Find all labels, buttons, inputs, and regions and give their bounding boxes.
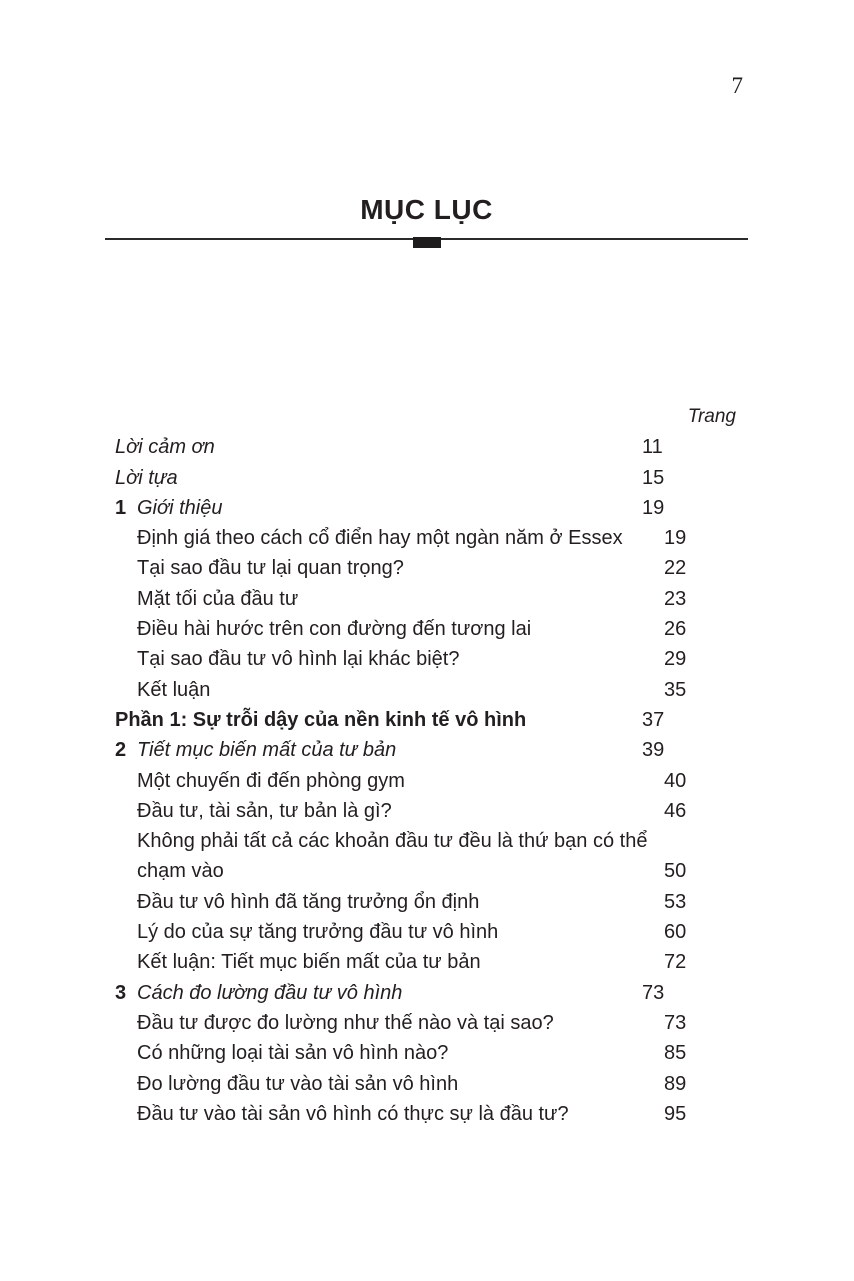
entry-label: Điều hài hước trên con đường đến tương lai — [137, 618, 532, 641]
entry-label-wrap — [115, 766, 652, 796]
entry-label-wrap — [115, 1069, 652, 1099]
toc-entry — [115, 493, 736, 523]
entry-label-wrap — [115, 917, 652, 947]
toc-entry — [115, 978, 736, 1008]
entry-page: 19 — [664, 527, 687, 550]
entry-page: 46 — [664, 799, 687, 822]
entry-label-wrap — [115, 644, 652, 674]
entry-label: Tại sao đầu tư vô hình lại khác biệt? — [137, 648, 460, 671]
toc-entry — [115, 766, 736, 796]
page-number-folio: 7 — [731, 73, 743, 98]
title-underline — [105, 238, 748, 240]
entry-label-wrap — [115, 978, 630, 1008]
chapter-number: 2 — [115, 739, 127, 762]
toc-entry — [115, 1008, 736, 1038]
entry-label-wrap — [115, 493, 630, 523]
entry-label-wrap — [115, 796, 652, 826]
toc-entry — [115, 1069, 736, 1099]
entry-page: 29 — [664, 648, 687, 671]
entry-label: Đầu tư, tài sản, tư bản là gì? — [137, 799, 392, 822]
entry-page: 50 — [664, 860, 687, 883]
entry-label: Cách đo lường đầu tư vô hình — [137, 981, 403, 1004]
toc-entry — [115, 826, 736, 887]
entry-label-wrap — [115, 1008, 652, 1038]
entry-page: 73 — [664, 1011, 687, 1034]
entry-label-wrap — [115, 675, 652, 705]
entry-label-wrap — [115, 463, 630, 493]
entry-label-wrap — [115, 553, 652, 583]
entry-label: Phần 1: Sự trỗi dậy của nền kinh tế vô hình — [115, 708, 527, 731]
entry-label-wrap — [115, 735, 630, 765]
page-column-header: Trang — [687, 406, 736, 427]
chapter-number: 1 — [115, 496, 127, 519]
page-title: MỤC LỤC — [360, 194, 493, 225]
entry-label: Không phải tất cả các khoản đầu tư đều là thứ bạn có thể chạm vào — [137, 830, 648, 883]
entry-page: 37 — [642, 708, 665, 731]
entry-page: 72 — [664, 951, 687, 974]
toc-entry — [115, 432, 736, 462]
entry-page: 26 — [664, 618, 687, 641]
entry-page: 39 — [642, 739, 665, 762]
entry-label: Tiết mục biến mất của tư bản — [137, 739, 397, 762]
entry-page: 35 — [664, 678, 687, 701]
entry-page: 15 — [642, 466, 665, 489]
entry-label-wrap — [115, 1038, 652, 1068]
entry-label: Lời tựa — [115, 466, 178, 489]
title-block — [105, 196, 748, 240]
entry-page: 22 — [664, 557, 687, 580]
entry-label: Lý do của sự tăng trưởng đầu tư vô hình — [137, 921, 499, 944]
entry-label: Đầu tư vào tài sản vô hình có thực sự là đầu tư? — [137, 1102, 569, 1125]
title-ornament-square — [413, 237, 441, 248]
toc-entry — [115, 584, 736, 614]
toc-entry — [115, 675, 736, 705]
entry-label-wrap — [115, 826, 652, 887]
entry-page: 53 — [664, 890, 687, 913]
entry-label: Kết luận: Tiết mục biến mất của tư bản — [137, 951, 481, 974]
entry-label-wrap — [115, 887, 652, 917]
toc-entry — [115, 887, 736, 917]
toc-entry — [115, 463, 736, 493]
entry-label: Đầu tư được đo lường như thế nào và tại sao? — [137, 1011, 554, 1034]
entry-label: Có những loại tài sản vô hình nào? — [137, 1042, 449, 1065]
entry-page: 85 — [664, 1042, 687, 1065]
entry-label: Một chuyến đi đến phòng gym — [137, 769, 405, 792]
entry-label: Mặt tối của đầu tư — [137, 587, 299, 610]
entry-page: 11 — [642, 436, 663, 459]
entry-label: Tại sao đầu tư lại quan trọng? — [137, 557, 404, 580]
entry-label-wrap — [115, 614, 652, 644]
entry-label: Kết luận — [137, 678, 211, 701]
toc-entry — [115, 1099, 736, 1129]
entry-label: Đầu tư vô hình đã tăng trưởng ổn định — [137, 890, 480, 913]
entry-page: 73 — [642, 981, 665, 1004]
chapter-number: 3 — [115, 981, 127, 1004]
entry-label-wrap — [115, 432, 630, 462]
entry-label: Đo lường đầu tư vào tài sản vô hình — [137, 1072, 459, 1095]
entry-page: 23 — [664, 587, 687, 610]
toc-entry — [115, 735, 736, 765]
entry-label: Giới thiệu — [137, 496, 223, 519]
entry-label: Định giá theo cách cổ điển hay một ngàn năm ở Essex — [137, 527, 623, 550]
toc-entry — [115, 705, 736, 735]
entry-page: 89 — [664, 1072, 687, 1095]
toc-entry — [115, 917, 736, 947]
entry-label-wrap — [115, 705, 630, 735]
toc-entry — [115, 553, 736, 583]
entry-page: 19 — [642, 496, 665, 519]
entry-page: 95 — [664, 1102, 687, 1125]
toc-entry — [115, 523, 736, 553]
entry-page: 60 — [664, 921, 687, 944]
toc-entry — [115, 947, 736, 977]
toc-entry — [115, 796, 736, 826]
toc-entry — [115, 614, 736, 644]
toc-entry — [115, 644, 736, 674]
entry-label-wrap — [115, 523, 652, 553]
toc-entry — [115, 1038, 736, 1068]
entry-label: Lời cảm ơn — [115, 436, 215, 459]
toc-list — [115, 402, 736, 1129]
entry-label-wrap — [115, 947, 652, 977]
entry-label-wrap — [115, 584, 652, 614]
entry-label-wrap — [115, 1099, 652, 1129]
entry-page: 40 — [664, 769, 687, 792]
